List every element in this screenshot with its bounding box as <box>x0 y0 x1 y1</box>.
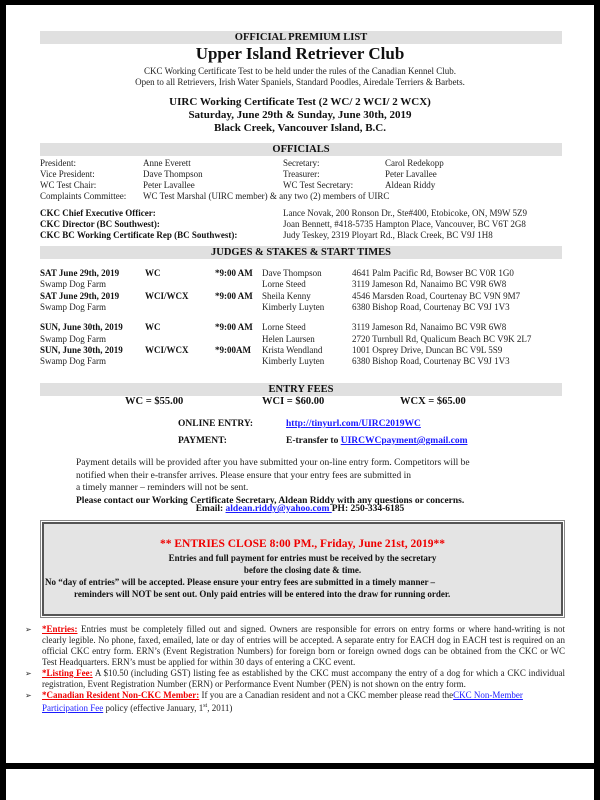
judge-cell: WC <box>145 322 161 333</box>
complaints-row <box>0 191 600 202</box>
judge-row <box>0 334 600 345</box>
payment-prefix: E-transfer to <box>286 436 341 446</box>
ckc-row <box>0 208 600 219</box>
note-text: A $10.50 (including GST) listing fee as established by the CKC must accompany the entry of a dog for which a CKC individual registration, Event Registration Number (ERN) or Performance Event Number (PEN) is not shown on the entry form. <box>42 668 565 689</box>
official-cell: WC Test Secretary: <box>283 180 354 190</box>
official-cell: Secretary: <box>283 158 320 168</box>
closing-line-1: Entries and full payment for entries must be received by the secretary <box>168 553 437 563</box>
official-row <box>0 180 600 191</box>
judge-cell: 4546 Marsden Road, Courtenay BC V9N 9M7 <box>352 290 521 301</box>
judge-row <box>0 356 600 367</box>
ckc-cell: CKC Director (BC Southwest): <box>40 219 160 229</box>
closing-line-2: before the closing date & time. <box>243 565 362 575</box>
arrow-bullet-icon: ➢ <box>25 691 32 700</box>
judge-cell: Lorne Steed <box>262 322 306 333</box>
judge-cell: Kimberly Luyten <box>262 356 325 367</box>
judge-cell: SUN, June 30th, 2019 <box>40 322 123 333</box>
judge-cell: Krista Wendland <box>262 344 323 355</box>
arrow-bullet-icon: ➢ <box>25 669 32 678</box>
closing-box <box>42 522 563 616</box>
official-cell: Peter Lavallee <box>143 180 195 190</box>
note-after: policy (effective January, 1 <box>103 703 204 713</box>
judge-cell: Swamp Dog Farm <box>40 356 106 367</box>
judge-cell: Sheila Kenny <box>262 290 311 301</box>
judge-row <box>0 345 600 356</box>
payment-para-3: a timely manner – reminders will not be sent. <box>76 483 249 493</box>
judge-cell: SAT June 29th, 2019 <box>40 290 120 301</box>
judge-row <box>0 268 600 279</box>
judge-cell: *9:00 AM <box>215 322 253 333</box>
note-end: , 2011) <box>207 703 233 713</box>
ckc-row <box>0 219 600 230</box>
notes-list <box>25 624 565 714</box>
arrow-bullet-icon: ➢ <box>25 625 32 634</box>
email-link[interactable]: aldean.riddy@yahoo.com <box>225 504 332 514</box>
judge-cell: Swamp Dog Farm <box>40 279 106 290</box>
note-entries <box>25 624 565 668</box>
judge-cell: *9:00 AM <box>215 268 253 278</box>
payment-para-1: Payment details will be provided after you have submitted your on-line entry form. Competitors will be <box>76 458 470 468</box>
judge-cell: 2720 Turnbull Rd, Qualicum Beach BC V9K 2L7 <box>352 333 532 344</box>
judge-cell: Helen Laursen <box>262 333 315 344</box>
payment-label: PAYMENT: <box>178 436 227 446</box>
note-label: *Canadian Resident Non-CKC Member: <box>42 690 200 700</box>
intro-line-2: Open to all Retrievers, Irish Water Spaniels, Standard Poodles, Airedale Terriers & Barbets. <box>135 77 465 87</box>
judge-cell: SUN, June 30th, 2019 <box>40 344 123 355</box>
fee-wcx: WCX = $65.00 <box>400 396 466 407</box>
ckc-row <box>0 230 600 241</box>
event-location: Black Creek, Vancouver Island, B.C. <box>214 122 386 134</box>
banner: OFFICIAL PREMIUM LIST <box>40 31 562 44</box>
complaints-value: WC Test Marshal (UIRC member) & any two (2) members of UIRC <box>143 191 390 201</box>
closing-line-3: No “day of entries” will be accepted. Please ensure your entry fees are submitted in a timely manner – <box>45 577 436 587</box>
note-text: If you are a Canadian resident and not a CKC member please read the <box>199 690 454 700</box>
payment-para-2: notified when their e-transfer arrives. Please ensure that your entry fees are submitted in <box>76 470 412 481</box>
closing-line-4: reminders will NOT be sent out. Only paid entries will be entered into the draw for running order. <box>74 589 451 599</box>
fee-wci: WCI = $60.00 <box>262 396 325 407</box>
note-label: *Entries: <box>42 624 78 634</box>
note-listing-fee <box>25 668 565 690</box>
judge-cell: 4641 Palm Pacific Rd, Bowser BC V0R 1G0 <box>352 268 514 278</box>
judge-cell: Dave Thompson <box>262 268 322 278</box>
online-entry-link[interactable]: http://tinyurl.com/UIRC2019WC <box>286 419 421 429</box>
official-row <box>0 158 600 169</box>
judge-cell: Swamp Dog Farm <box>40 333 106 344</box>
page-title: Upper Island Retriever Club <box>195 44 405 63</box>
judge-cell: Lorne Steed <box>262 279 306 290</box>
note-non-member <box>25 690 565 714</box>
judge-cell: WCI/WCX <box>145 344 189 355</box>
official-cell: Vice President: <box>40 169 95 179</box>
contact-line: Please contact our Working Certificate Secretary, Aldean Riddy with any questions or concerns. <box>76 495 465 506</box>
judge-cell: *9:00 AM <box>215 290 253 301</box>
intro-line-1: CKC Working Certificate Test to be held under the rules of the Canadian Kennel Club. <box>144 66 456 76</box>
judge-cell: 6380 Bishop Road, Courtenay BC V9J 1V3 <box>352 356 510 367</box>
ckc-cell: Lance Novak, 200 Ronson Dr., Ste#400, Etobicoke, ON, M9W 5Z9 <box>283 208 528 218</box>
official-cell: Treasurer: <box>283 169 320 179</box>
fees-heading: ENTRY FEES <box>40 383 562 396</box>
judge-cell: *9:00AM <box>215 344 251 355</box>
judge-cell: Kimberly Luyten <box>262 301 325 312</box>
judge-cell: Swamp Dog Farm <box>40 301 106 312</box>
official-cell: WC Test Chair: <box>40 180 97 190</box>
official-row <box>0 169 600 180</box>
judge-row <box>0 322 600 333</box>
non-member-fee-link[interactable]: CKC Non-Member Participation Fee <box>42 690 523 713</box>
event-dates: Saturday, June 29th & Sunday, June 30th, 2019 <box>188 109 412 121</box>
judge-cell: SAT June 29th, 2019 <box>40 268 120 278</box>
judge-cell: 3119 Jameson Rd, Nanaimo BC V9R 6W8 <box>352 322 507 333</box>
note-text: Entries must be completely filled out and signed. Owners are responsible for errors on entry forms or where hand-writing is not clearly legible. No phone, faxed, emailed, late or day of entries will be accepted. A separate entry for EACH dog in EACH test is required on an official CKC entry form. ERN’s (Event Registration Numbers) for foreign born or foreign owned dogs can be obtained from the CKC or WC Test Headquarters. ERN’s must be applied for within 30 days of entering a CKC event. <box>42 624 565 667</box>
judge-cell: WCI/WCX <box>145 290 189 301</box>
official-cell: Carol Redekopp <box>385 158 444 168</box>
email-label: Email: <box>195 504 226 514</box>
note-label: *Listing Fee: <box>42 668 93 678</box>
note-sup: st <box>203 703 208 709</box>
fee-wc: WC = $55.00 <box>125 396 184 407</box>
page-break <box>0 763 600 769</box>
payment-value <box>286 436 468 446</box>
judges-heading: JUDGES & STAKES & START TIMES <box>40 246 562 259</box>
judge-row <box>0 291 600 302</box>
judge-cell: 6380 Bishop Road, Courtenay BC V9J 1V3 <box>352 301 510 312</box>
official-cell: Peter Lavallee <box>385 169 437 179</box>
phone: PH: 250-334-6185 <box>331 504 405 514</box>
event-title: UIRC Working Certificate Test (2 WC/ 2 WCI/ 2 WCX) <box>169 96 431 108</box>
page-border-top <box>0 0 600 5</box>
complaints-label: Complaints Committee: <box>40 191 127 201</box>
official-cell: Dave Thompson <box>143 169 203 179</box>
official-cell: Aldean Riddy <box>385 180 436 190</box>
judge-cell: WC <box>145 268 161 278</box>
judge-row <box>0 302 600 313</box>
ckc-cell: Joan Bennett, #418-5735 Hampton Place, Vancouver, BC V6T 2G8 <box>283 219 526 229</box>
judge-cell: 1001 Osprey Drive, Duncan BC V9L 5S9 <box>352 344 503 355</box>
judge-row <box>0 279 600 290</box>
online-entry-label: ONLINE ENTRY: <box>178 419 254 429</box>
payment-email-link[interactable]: UIRCWCpayment@gmail.com <box>340 436 468 446</box>
ckc-cell: CKC BC Working Certificate Rep (BC Southwest): <box>40 230 238 240</box>
official-cell: Anne Everett <box>143 158 191 168</box>
judge-cell: 3119 Jameson Rd, Nanaimo BC V9R 6W8 <box>352 279 507 290</box>
ckc-cell: CKC Chief Executive Officer: <box>40 208 156 218</box>
payment-details <box>76 457 470 507</box>
ckc-cell: Judy Teskey, 2319 Ployart Rd., Black Creek, BC V9J 1H8 <box>283 230 493 240</box>
official-cell: President: <box>40 158 76 168</box>
email-line <box>0 503 600 515</box>
closing-title: ** ENTRIES CLOSE 8:00 PM., Friday, June 21st, 2019** <box>160 538 445 550</box>
officials-heading: OFFICIALS <box>40 143 562 156</box>
